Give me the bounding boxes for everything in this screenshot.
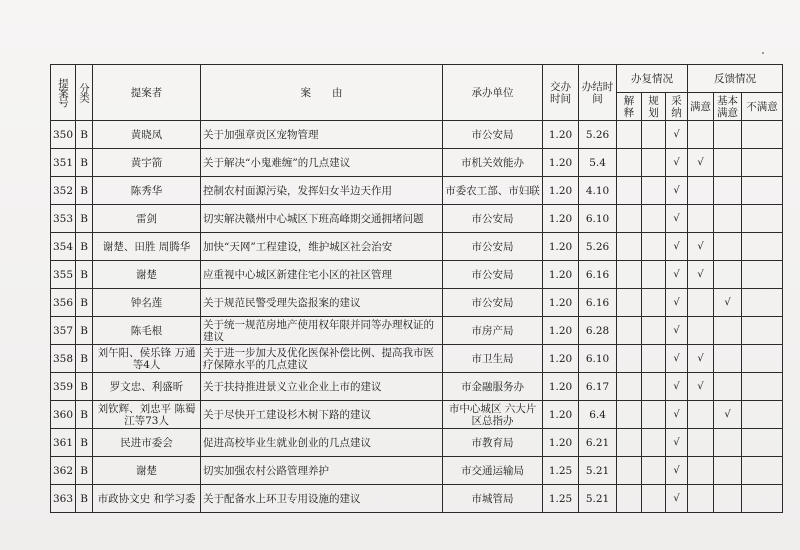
cell-proposer: 谢楚	[93, 261, 201, 289]
cell-reason: 关于规范民警受理失盗报案的建议	[201, 289, 443, 317]
cell-category: B	[76, 317, 93, 345]
cell-handling-adopt: √	[666, 205, 688, 233]
cell-feedback-unsatisfied	[742, 121, 783, 149]
cell-feedback-basic	[714, 233, 742, 261]
cell-category: B	[76, 149, 93, 177]
header-close-time: 办结时间	[579, 65, 617, 121]
cell-reason: 应重视中心城区新建住宅小区的社区管理	[201, 261, 443, 289]
table-row	[51, 233, 783, 261]
cell-category: B	[76, 261, 93, 289]
cell-proposal-number: 354	[51, 233, 76, 261]
cell-handling-plan	[642, 373, 666, 401]
cell-feedback-basic	[714, 317, 742, 345]
cell-submit-time: 1.20	[543, 121, 579, 149]
cell-submit-time: 1.20	[543, 317, 579, 345]
header-proposer: 提案者	[93, 65, 201, 121]
cell-close-time: 6.17	[579, 373, 617, 401]
cell-category: B	[76, 373, 93, 401]
cell-proposal-number: 359	[51, 373, 76, 401]
cell-close-time: 6.16	[579, 261, 617, 289]
cell-proposer: 雷剑	[93, 205, 201, 233]
cell-close-time: 5.21	[579, 485, 617, 513]
cell-proposal-number: 355	[51, 261, 76, 289]
cell-feedback-unsatisfied	[742, 317, 783, 345]
cell-proposer: 钟名莲	[93, 289, 201, 317]
cell-handling-adopt: √	[666, 373, 688, 401]
cell-category: B	[76, 429, 93, 457]
cell-feedback-basic	[714, 177, 742, 205]
cell-feedback-satisfied: √	[688, 373, 714, 401]
cell-feedback-satisfied: √	[688, 149, 714, 177]
cell-close-time: 6.10	[579, 345, 617, 373]
cell-submit-time: 1.20	[543, 429, 579, 457]
cell-proposal-number: 360	[51, 401, 76, 429]
cell-handling-explain	[617, 429, 642, 457]
cell-handling-adopt: √	[666, 177, 688, 205]
cell-feedback-satisfied: √	[688, 345, 714, 373]
table-row	[51, 177, 783, 205]
cell-feedback-satisfied	[688, 317, 714, 345]
cell-proposer: 罗文忠、利盛昕	[93, 373, 201, 401]
header-category: 分类	[76, 65, 93, 121]
cell-reason: 切实解决赣州中心城区下班高峰期交通拥堵问题	[201, 205, 443, 233]
cell-proposer: 陈秀华	[93, 177, 201, 205]
header-reason: 案 由	[201, 65, 443, 121]
cell-proposer: 谢楚	[93, 457, 201, 485]
table-row	[51, 121, 783, 149]
cell-proposer: 黄晓凤	[93, 121, 201, 149]
cell-reason: 加快“天网”工程建设，维护城区社会治安	[201, 233, 443, 261]
cell-submit-time: 1.20	[543, 205, 579, 233]
cell-submit-time: 1.20	[543, 261, 579, 289]
cell-submit-time: 1.20	[543, 233, 579, 261]
cell-feedback-satisfied	[688, 485, 714, 513]
cell-handling-plan	[642, 289, 666, 317]
cell-handling-explain	[617, 261, 642, 289]
cell-feedback-satisfied	[688, 205, 714, 233]
cell-proposer: 刘钦辉、刘忠平 陈蜀江等73人	[93, 401, 201, 429]
cell-handling-unit: 市教育局	[443, 429, 543, 457]
cell-submit-time: 1.20	[543, 289, 579, 317]
cell-proposal-number: 362	[51, 457, 76, 485]
cell-handling-plan	[642, 485, 666, 513]
cell-feedback-satisfied: √	[688, 233, 714, 261]
cell-proposer: 黄宇箭	[93, 149, 201, 177]
cell-handling-adopt: √	[666, 345, 688, 373]
cell-reason: 控制农村面源污染，发挥妇女半边天作用	[201, 177, 443, 205]
cell-close-time: 5.26	[579, 233, 617, 261]
cell-handling-adopt: √	[666, 429, 688, 457]
cell-submit-time: 1.20	[543, 373, 579, 401]
cell-handling-adopt: √	[666, 121, 688, 149]
cell-handling-adopt: √	[666, 149, 688, 177]
cell-feedback-unsatisfied	[742, 373, 783, 401]
cell-handling-unit: 市公安局	[443, 261, 543, 289]
cell-feedback-basic	[714, 149, 742, 177]
cell-handling-plan	[642, 261, 666, 289]
cell-feedback-satisfied	[688, 429, 714, 457]
cell-handling-explain	[617, 317, 642, 345]
cell-handling-adopt: √	[666, 261, 688, 289]
table-row	[51, 261, 783, 289]
cell-handling-explain	[617, 373, 642, 401]
cell-handling-plan	[642, 121, 666, 149]
cell-handling-adopt: √	[666, 485, 688, 513]
cell-handling-plan	[642, 429, 666, 457]
cell-category: B	[76, 289, 93, 317]
cell-category: B	[76, 205, 93, 233]
cell-handling-adopt: √	[666, 233, 688, 261]
cell-feedback-unsatisfied	[742, 177, 783, 205]
cell-category: B	[76, 401, 93, 429]
cell-handling-plan	[642, 317, 666, 345]
cell-handling-unit: 市公安局	[443, 233, 543, 261]
cell-feedback-unsatisfied	[742, 289, 783, 317]
cell-handling-unit: 市房产局	[443, 317, 543, 345]
cell-category: B	[76, 485, 93, 513]
cell-handling-plan	[642, 345, 666, 373]
cell-feedback-basic	[714, 261, 742, 289]
cell-feedback-unsatisfied	[742, 429, 783, 457]
cell-handling-unit: 市公安局	[443, 121, 543, 149]
table-row	[51, 205, 783, 233]
cell-handling-unit: 市城管局	[443, 485, 543, 513]
cell-reason: 关于加强章贡区宠物管理	[201, 121, 443, 149]
cell-handling-unit: 市机关效能办	[443, 149, 543, 177]
cell-handling-plan	[642, 401, 666, 429]
cell-handling-plan	[642, 233, 666, 261]
cell-close-time: 6.10	[579, 205, 617, 233]
cell-handling-unit: 市公安局	[443, 205, 543, 233]
cell-close-time: 6.4	[579, 401, 617, 429]
cell-feedback-unsatisfied	[742, 261, 783, 289]
scan-speck	[762, 52, 764, 54]
cell-handling-unit: 市委农工部、市妇联	[443, 177, 543, 205]
cell-reason: 关于尽快开工建设杉木树下路的建议	[201, 401, 443, 429]
cell-category: B	[76, 233, 93, 261]
cell-proposal-number: 361	[51, 429, 76, 457]
cell-category: B	[76, 121, 93, 149]
cell-proposal-number: 353	[51, 205, 76, 233]
cell-proposal-number: 350	[51, 121, 76, 149]
header-feedback-unsatisfied: 不满意	[742, 93, 783, 121]
table-row	[51, 149, 783, 177]
cell-feedback-unsatisfied	[742, 401, 783, 429]
cell-handling-explain	[617, 205, 642, 233]
cell-feedback-basic: √	[714, 401, 742, 429]
cell-proposer: 民进市委会	[93, 429, 201, 457]
cell-handling-plan	[642, 205, 666, 233]
table-row	[51, 485, 783, 513]
cell-feedback-basic	[714, 205, 742, 233]
cell-reason: 关于扶持推进景义立业企业上市的建议	[201, 373, 443, 401]
cell-feedback-satisfied	[688, 457, 714, 485]
cell-handling-adopt: √	[666, 289, 688, 317]
cell-close-time: 6.16	[579, 289, 617, 317]
cell-proposer: 刘午阳、侯乐锋 万通等4人	[93, 345, 201, 373]
table-row	[51, 457, 783, 485]
header-handling-explain: 解释	[617, 93, 642, 121]
table-row	[51, 373, 783, 401]
cell-feedback-basic	[714, 429, 742, 457]
cell-handling-plan	[642, 457, 666, 485]
cell-handling-unit: 市公安局	[443, 289, 543, 317]
cell-feedback-basic	[714, 485, 742, 513]
cell-feedback-satisfied	[688, 121, 714, 149]
cell-close-time: 4.10	[579, 177, 617, 205]
cell-handling-adopt: √	[666, 457, 688, 485]
cell-reason: 促进高校毕业生就业创业的几点建议	[201, 429, 443, 457]
cell-feedback-unsatisfied	[742, 345, 783, 373]
header-feedback: 反馈情况	[688, 65, 783, 93]
cell-submit-time: 1.25	[543, 457, 579, 485]
cell-handling-adopt: √	[666, 317, 688, 345]
cell-proposal-number: 356	[51, 289, 76, 317]
cell-feedback-unsatisfied	[742, 233, 783, 261]
table-row	[51, 429, 783, 457]
cell-proposal-number: 363	[51, 485, 76, 513]
cell-feedback-basic	[714, 373, 742, 401]
cell-handling-explain	[617, 121, 642, 149]
cell-proposal-number: 351	[51, 149, 76, 177]
cell-feedback-satisfied	[688, 289, 714, 317]
cell-close-time: 5.4	[579, 149, 617, 177]
table-row	[51, 289, 783, 317]
cell-handling-explain	[617, 177, 642, 205]
proposal-table	[50, 64, 783, 513]
header-unit: 承办单位	[443, 65, 543, 121]
table-body	[51, 121, 783, 513]
cell-proposer: 市政协文史 和学习委	[93, 485, 201, 513]
cell-submit-time: 1.20	[543, 401, 579, 429]
cell-close-time: 6.28	[579, 317, 617, 345]
cell-feedback-unsatisfied	[742, 457, 783, 485]
cell-proposal-number: 352	[51, 177, 76, 205]
cell-reason: 切实加强农村公路管理养护	[201, 457, 443, 485]
cell-handling-unit: 市金融服务办	[443, 373, 543, 401]
cell-handling-explain	[617, 345, 642, 373]
cell-submit-time: 1.20	[543, 345, 579, 373]
cell-category: B	[76, 345, 93, 373]
cell-submit-time: 1.20	[543, 177, 579, 205]
cell-handling-adopt: √	[666, 401, 688, 429]
cell-handling-explain	[617, 401, 642, 429]
cell-handling-explain	[617, 149, 642, 177]
cell-submit-time: 1.25	[543, 485, 579, 513]
cell-feedback-satisfied	[688, 401, 714, 429]
header-submit-time: 交办时间	[543, 65, 579, 121]
cell-close-time: 5.26	[579, 121, 617, 149]
table-row	[51, 345, 783, 373]
header-feedback-satisfied: 满意	[688, 93, 714, 121]
cell-reason: 关于进一步加大及优化医保补偿比例、提高我市医疗保障水平的几点建议	[201, 345, 443, 373]
cell-feedback-satisfied: √	[688, 261, 714, 289]
cell-feedback-basic: √	[714, 289, 742, 317]
cell-feedback-satisfied	[688, 177, 714, 205]
header-num: 提案号	[51, 65, 76, 121]
cell-handling-unit: 市卫生局	[443, 345, 543, 373]
cell-handling-unit: 市交通运输局	[443, 457, 543, 485]
cell-reason: 关于配备水上环卫专用设施的建议	[201, 485, 443, 513]
cell-reason: 关于统一规范房地产使用权年限并同等办理权证的建议	[201, 317, 443, 345]
cell-close-time: 5.21	[579, 457, 617, 485]
cell-feedback-basic	[714, 457, 742, 485]
cell-feedback-unsatisfied	[742, 485, 783, 513]
table-row	[51, 317, 783, 345]
cell-feedback-unsatisfied	[742, 205, 783, 233]
cell-handling-unit: 市中心城区 六大片区总指办	[443, 401, 543, 429]
cell-handling-explain	[617, 485, 642, 513]
cell-proposer: 谢楚、田胜 周腾华	[93, 233, 201, 261]
cell-category: B	[76, 457, 93, 485]
cell-proposal-number: 357	[51, 317, 76, 345]
cell-proposal-number: 358	[51, 345, 76, 373]
header-feedback-basic: 基本满意	[714, 93, 742, 121]
header-handling-plan: 规划	[642, 93, 666, 121]
cell-proposer: 陈毛根	[93, 317, 201, 345]
cell-reason: 关于解决“小鬼难缠”的几点建议	[201, 149, 443, 177]
cell-category: B	[76, 177, 93, 205]
cell-handling-plan	[642, 177, 666, 205]
cell-feedback-unsatisfied	[742, 149, 783, 177]
cell-feedback-basic	[714, 121, 742, 149]
cell-handling-explain	[617, 457, 642, 485]
cell-handling-explain	[617, 289, 642, 317]
cell-feedback-basic	[714, 345, 742, 373]
cell-handling-plan	[642, 149, 666, 177]
header-handling: 办复情况	[617, 65, 688, 93]
cell-handling-explain	[617, 233, 642, 261]
header-handling-adopt: 采纳	[666, 93, 688, 121]
table-row	[51, 401, 783, 429]
cell-submit-time: 1.20	[543, 149, 579, 177]
cell-close-time: 6.21	[579, 429, 617, 457]
